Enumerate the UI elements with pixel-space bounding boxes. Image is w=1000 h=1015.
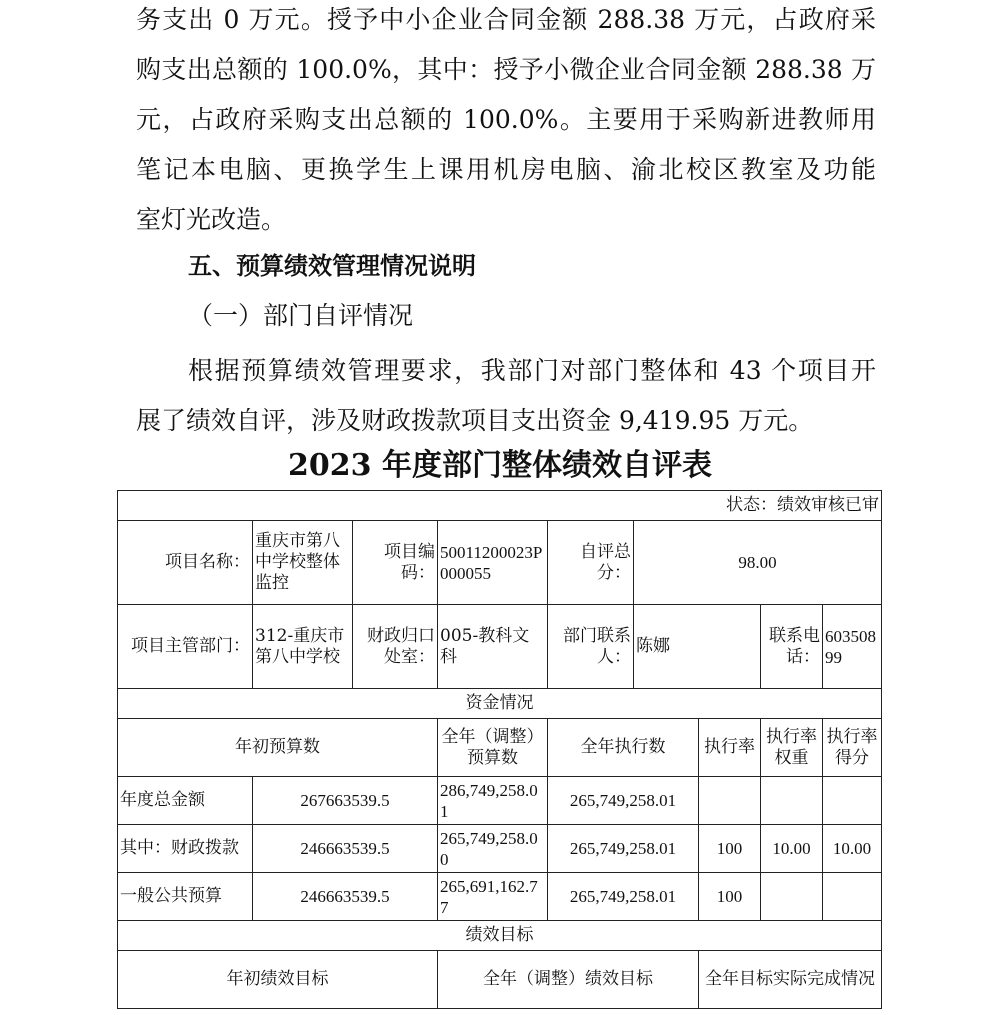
contact-value: 陈娜 <box>634 605 761 689</box>
funds-section-header: 资金情况 <box>118 689 882 719</box>
adjusted-budget-cell: 265,691,162.77 <box>438 873 548 921</box>
executed-cell: 265,749,258.01 <box>548 873 699 921</box>
col-exec-rate: 执行率 <box>699 719 761 777</box>
self-score-label: 自评总分： <box>548 521 634 605</box>
dept-value: 312-重庆市第八中学校 <box>253 605 353 689</box>
initial-budget-cell: 246663539.5 <box>253 825 438 873</box>
exec-weight-cell <box>761 777 823 825</box>
exec-rate-cell: 100 <box>699 825 761 873</box>
table-row <box>118 825 882 873</box>
text-line: 根据预算绩效管理要求，我部门对部门整体和 43 个项目开 <box>188 356 876 385</box>
initial-budget-cell: 267663539.5 <box>253 777 438 825</box>
text-line: 笔记本电脑、更换学生上课用机房电脑、渝北校区教室及功能 <box>136 155 876 184</box>
row-label: 其中：财政拨款 <box>118 825 253 873</box>
col-executed: 全年执行数 <box>548 719 699 777</box>
self-score-value: 98.00 <box>634 521 882 605</box>
section-heading: 五、预算绩效管理情况说明 <box>188 252 476 280</box>
adjusted-budget-cell: 286,749,258.01 <box>438 777 548 825</box>
goal-initial-header: 年初绩效目标 <box>118 951 438 1009</box>
text-line: 购支出总额的 100.0%，其中：授予小微企业合同金额 288.38 万 <box>136 55 876 84</box>
evaluation-table <box>117 490 882 1009</box>
exec-score-cell <box>823 873 882 921</box>
phone-value: 60350899 <box>823 605 882 689</box>
finance-label: 财政归口处室： <box>353 605 438 689</box>
exec-rate-cell: 100 <box>699 873 761 921</box>
table-row <box>118 873 882 921</box>
goals-section-header: 绩效目标 <box>118 921 882 951</box>
goal-actual-header: 全年目标实际完成情况 <box>699 951 882 1009</box>
col-adjusted-budget: 全年（调整）预算数 <box>438 719 548 777</box>
goal-adjusted-header: 全年（调整）绩效目标 <box>438 951 699 1009</box>
executed-cell: 265,749,258.01 <box>548 777 699 825</box>
col-initial-budget: 年初预算数 <box>118 719 438 777</box>
exec-weight-cell <box>761 873 823 921</box>
col-exec-weight: 执行率权重 <box>761 719 823 777</box>
intro-paragraph <box>136 0 876 245</box>
text-line: 室灯光改造。 <box>136 205 287 234</box>
table-row <box>118 777 882 825</box>
exec-rate-cell <box>699 777 761 825</box>
table-title: 2023 年度部门整体绩效自评表 <box>288 448 712 483</box>
row-label: 年度总金额 <box>118 777 253 825</box>
status-cell: 状态：绩效审核已审 <box>118 491 882 521</box>
dept-label: 项目主管部门： <box>118 605 253 689</box>
row-label: 一般公共预算 <box>118 873 253 921</box>
text-line: 展了绩效自评，涉及财政拨款项目支出资金 9,419.95 万元。 <box>136 406 814 435</box>
text-line: 元，占政府采购支出总额的 100.0%。主要用于采购新进教师用 <box>136 105 876 134</box>
exec-score-cell <box>823 777 882 825</box>
body-paragraph <box>136 346 876 446</box>
exec-weight-cell: 10.00 <box>761 825 823 873</box>
executed-cell: 265,749,258.01 <box>548 825 699 873</box>
subsection-heading: （一）部门自评情况 <box>188 301 414 330</box>
project-code-value: 50011200023P000055 <box>438 521 548 605</box>
project-name-value: 重庆市第八中学校整体监控 <box>253 521 353 605</box>
exec-score-cell: 10.00 <box>823 825 882 873</box>
project-code-label: 项目编码： <box>353 521 438 605</box>
contact-label: 部门联系人： <box>548 605 634 689</box>
initial-budget-cell: 246663539.5 <box>253 873 438 921</box>
text-line: 务支出 0 万元。授予中小企业合同金额 288.38 万元，占政府采 <box>136 5 876 34</box>
col-exec-score: 执行率得分 <box>823 719 882 777</box>
phone-label: 联系电话： <box>761 605 823 689</box>
finance-value: 005-教科文科 <box>438 605 548 689</box>
adjusted-budget-cell: 265,749,258.00 <box>438 825 548 873</box>
project-name-label: 项目名称： <box>118 521 253 605</box>
